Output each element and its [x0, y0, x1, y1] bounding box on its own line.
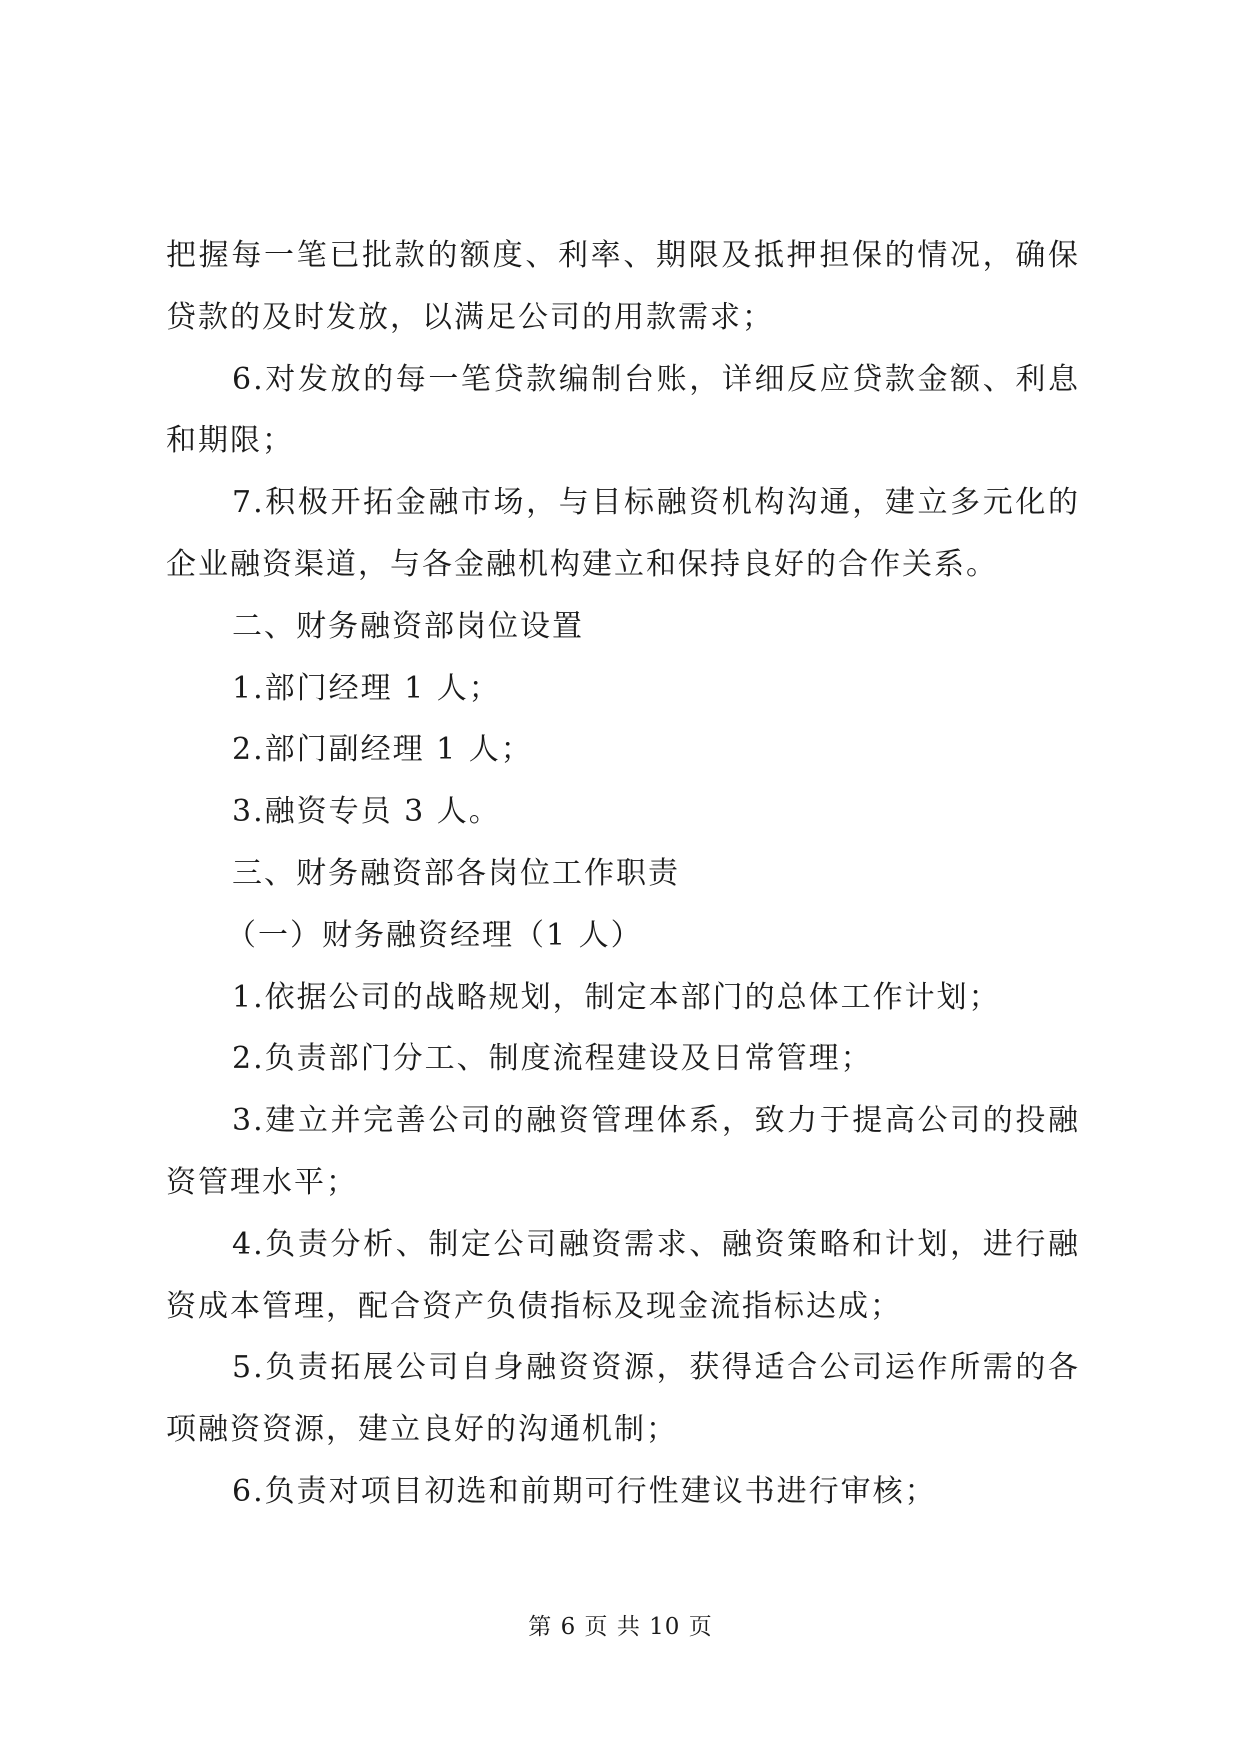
text-line: 2.部门副经理 1 人； — [232, 732, 533, 768]
text-line: 3.融资专员 3 人。 — [232, 794, 501, 830]
text-line: 4.负责分析、制定公司融资需求、融资策略和计划，进行融 — [232, 1226, 1080, 1262]
section-heading: 三、财务融资部各岗位工作职责 — [232, 855, 680, 891]
text-line: 7.积极开拓金融市场，与目标融资机构沟通，建立多元化的 — [232, 485, 1080, 521]
text-line: 和期限； — [166, 423, 294, 459]
text-line: 把握每一笔已批款的额度、利率、期限及抵押担保的情况，确保 — [166, 238, 1080, 273]
text-line: 资成本管理，配合资产负债指标及现金流指标达成； — [166, 1288, 902, 1324]
text-line: 6.对发放的每一笔贷款编制台账，详细反应贷款金额、利息 — [232, 361, 1080, 397]
text-line: 6.负责对项目初选和前期可行性建议书进行审核； — [232, 1473, 937, 1509]
text-line: 5.负责拓展公司自身融资资源，获得适合公司运作所需的各 — [232, 1350, 1080, 1386]
subsection-heading: （一）财务融资经理（1 人） — [226, 917, 643, 953]
page-number-footer: 第 6 页 共 10 页 — [528, 1614, 713, 1640]
text-line: 1.部门经理 1 人； — [232, 670, 501, 706]
text-line: 项融资资源，建立良好的沟通机制； — [166, 1412, 678, 1448]
text-line: 企业融资渠道，与各金融机构建立和保持良好的合作关系。 — [166, 546, 998, 582]
document-body — [166, 225, 1080, 1523]
text-line: 资管理水平； — [166, 1164, 358, 1200]
text-line: 2.负责部门分工、制度流程建设及日常管理； — [232, 1041, 873, 1077]
section-heading: 二、财务融资部岗位设置 — [232, 608, 584, 644]
text-line: 3.建立并完善公司的融资管理体系，致力于提高公司的投融 — [232, 1103, 1080, 1139]
text-line: 1.依据公司的战略规划，制定本部门的总体工作计划； — [232, 979, 1001, 1015]
text-line: 贷款的及时发放，以满足公司的用款需求； — [166, 299, 774, 335]
